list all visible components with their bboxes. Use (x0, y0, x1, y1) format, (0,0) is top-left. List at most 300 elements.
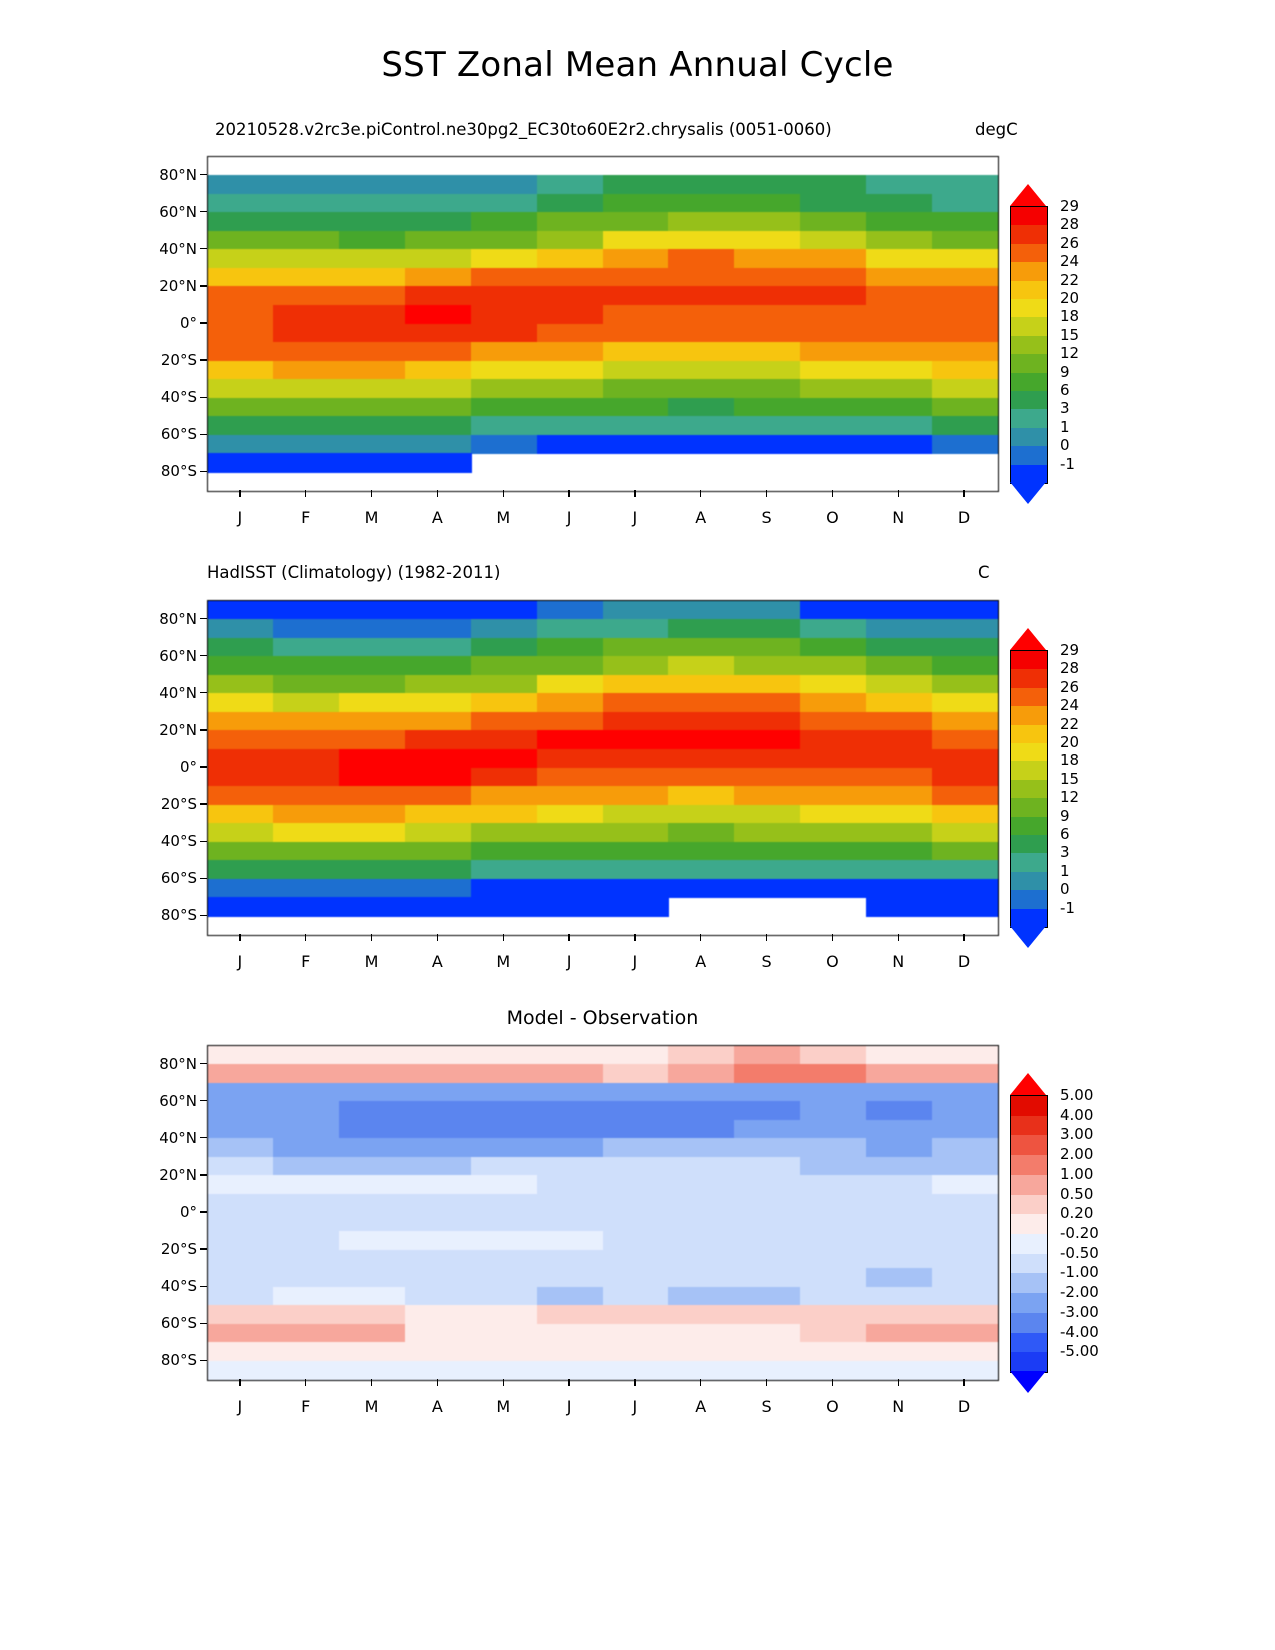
heatmap-cell (208, 342, 275, 362)
heatmap-cell (537, 1361, 604, 1381)
colorbar-tick-label: 3.00 (1060, 1125, 1094, 1144)
colorbar-tick-label: 20 (1060, 289, 1080, 307)
heatmap-cell (603, 1175, 670, 1195)
y-axis-tick-label: 40°S (160, 388, 197, 407)
heatmap-cell (339, 601, 406, 621)
heatmap-cell (471, 1324, 538, 1344)
heatmap-cell (734, 1231, 801, 1251)
heatmap-cell (339, 1250, 406, 1270)
heatmap-cell (273, 805, 340, 825)
heatmap-cell (866, 1064, 933, 1084)
colorbar-segment (1011, 761, 1047, 780)
heatmap-cell (471, 675, 538, 695)
heatmap-cell (471, 823, 538, 843)
heatmap-cell (471, 194, 538, 214)
heatmap-cell (273, 712, 340, 732)
heatmap-cell (405, 693, 472, 713)
heatmap-cell (537, 879, 604, 899)
colorbar-tick-label: -1 (1060, 454, 1075, 473)
heatmap-cell (405, 435, 472, 455)
heatmap-cell (800, 324, 867, 344)
x-axis-tick-label: M (364, 1397, 379, 1416)
heatmap-cell (537, 194, 604, 214)
heatmap-cell (734, 324, 801, 344)
x-axis-tick (239, 934, 240, 941)
heatmap-cell (339, 361, 406, 381)
heatmap-cell (800, 435, 867, 455)
heatmap-cell (932, 638, 999, 658)
colorbar-segment (1011, 651, 1047, 670)
heatmap-cell (932, 398, 999, 418)
heatmap-cell (273, 675, 340, 695)
heatmap-cell (800, 194, 867, 214)
heatmap-cell (339, 1287, 406, 1307)
heatmap-cell (932, 1231, 999, 1251)
heatmap-cell (932, 379, 999, 399)
heatmap-cell (603, 675, 670, 695)
heatmap-cell (405, 656, 472, 676)
y-axis-tick-label: 20°N (159, 276, 197, 295)
y-axis-tick (200, 1063, 207, 1064)
x-axis-tick-label: A (695, 508, 707, 527)
heatmap-cell (537, 1342, 604, 1362)
heatmap-cell (668, 1268, 735, 1288)
x-axis-tick-label: D (957, 1397, 971, 1416)
heatmap-cell (273, 656, 340, 676)
heatmap-cell (273, 1324, 340, 1344)
heatmap-cell (471, 1194, 538, 1214)
heatmap-cell (603, 324, 670, 344)
heatmap-cell (405, 1250, 472, 1270)
heatmap-cell (471, 1157, 538, 1177)
y-axis-tick-label: 40°N (159, 683, 197, 702)
heatmap-cell (273, 249, 340, 269)
heatmap-cell (734, 693, 801, 713)
heatmap-cell (734, 768, 801, 788)
colorbar-model[interactable] (1010, 184, 1250, 504)
heatmap-cell (866, 1342, 933, 1362)
y-axis-tick (200, 878, 207, 879)
heatmap-cell (537, 416, 604, 436)
heatmap-cell (208, 1213, 275, 1233)
heatmap-cell (668, 1064, 735, 1084)
heatmap-cell (537, 1213, 604, 1233)
heatmap-cell (866, 1231, 933, 1251)
heatmap-cell (866, 786, 933, 806)
heatmap-cell (932, 194, 999, 214)
heatmap-cell (471, 1305, 538, 1325)
colorbar-segment (1011, 872, 1047, 891)
heatmap-cell (339, 693, 406, 713)
heatmap-cell (405, 1046, 472, 1066)
heatmap-cell (866, 749, 933, 769)
y-axis-tick (200, 285, 207, 286)
heatmap-cell (208, 175, 275, 195)
y-axis-tick (200, 434, 207, 435)
colorbar-segment (1011, 1175, 1047, 1195)
heatmap-difference[interactable] (207, 1045, 999, 1381)
x-axis-tick-label: J (237, 952, 243, 971)
heatmap-cell (537, 342, 604, 362)
heatmap-cell (471, 656, 538, 676)
heatmap-cell (273, 897, 340, 917)
heatmap-cell (734, 1213, 801, 1233)
heatmap-cell (405, 823, 472, 843)
heatmap-cell (668, 249, 735, 269)
heatmap-cell (208, 619, 275, 639)
y-axis-tick (200, 1248, 207, 1249)
heatmap-cell (932, 249, 999, 269)
heatmap-cell (800, 619, 867, 639)
heatmap-cell (537, 286, 604, 306)
x-axis-tick-label: M (496, 508, 511, 527)
heatmap-cell (734, 305, 801, 325)
heatmap-cell (866, 1138, 933, 1158)
heatmap-cell (405, 730, 472, 750)
heatmap-cell (339, 1361, 406, 1381)
figure-title: SST Zonal Mean Annual Cycle (381, 45, 894, 85)
heatmap-cell (537, 1101, 604, 1121)
heatmap-cell (932, 1250, 999, 1270)
y-axis-tick-label: 80°S (160, 906, 197, 925)
panel-model-units: degC (975, 120, 1018, 139)
heatmap-cell (405, 638, 472, 658)
x-axis-tick-label: J (632, 1397, 638, 1416)
heatmap-cell (932, 286, 999, 306)
heatmap-cell (866, 1324, 933, 1344)
heatmap-cell (537, 1231, 604, 1251)
x-axis-tick (766, 490, 767, 497)
heatmap-cell (405, 786, 472, 806)
x-axis-tick-label: O (826, 952, 839, 971)
heatmap-cell (339, 1064, 406, 1084)
colorbar-observation[interactable] (1010, 628, 1250, 948)
heatmap-cell (603, 1046, 670, 1066)
x-axis-tick-label: J (237, 508, 243, 527)
colorbar-segment (1011, 391, 1047, 410)
heatmap-cell (800, 212, 867, 232)
heatmap-cell (339, 212, 406, 232)
heatmap-cell (471, 879, 538, 899)
heatmap-cell (339, 398, 406, 418)
heatmap-cell (800, 601, 867, 621)
heatmap-cell (800, 805, 867, 825)
heatmap-cell (471, 268, 538, 288)
heatmap-cell (800, 416, 867, 436)
heatmap-cell (208, 1194, 275, 1214)
heatmap-cell (800, 1101, 867, 1121)
heatmap-cell (537, 675, 604, 695)
heatmap-cell (800, 879, 867, 899)
heatmap-cell (603, 619, 670, 639)
y-axis-tick-label: 60°S (160, 425, 197, 444)
colorbar-difference[interactable] (1010, 1073, 1250, 1393)
heatmap-cell (668, 324, 735, 344)
colorbar-body (1010, 1095, 1048, 1373)
heatmap-cell (405, 453, 472, 473)
heatmap-cell (734, 1194, 801, 1214)
heatmap-cell (932, 1083, 999, 1103)
y-axis-tick (200, 655, 207, 656)
heatmap-cell (932, 1213, 999, 1233)
y-axis-tick-label: 20°S (160, 1240, 197, 1259)
heatmap-cell (339, 897, 406, 917)
colorbar-segment (1011, 336, 1047, 355)
heatmap-cell (208, 416, 275, 436)
heatmap-cell (932, 1305, 999, 1325)
heatmap-cell (866, 1120, 933, 1140)
colorbar-segment (1011, 706, 1047, 725)
heatmap-cell (603, 305, 670, 325)
heatmap-cell (339, 619, 406, 639)
heatmap-cell (273, 842, 340, 862)
x-axis-tick-label: A (431, 952, 443, 971)
heatmap-cell (471, 786, 538, 806)
x-axis-tick (963, 1379, 964, 1386)
heatmap-cell (339, 842, 406, 862)
heatmap-cell (405, 212, 472, 232)
x-axis-tick (568, 490, 569, 497)
x-axis-tick (832, 490, 833, 497)
heatmap-cell (471, 860, 538, 880)
heatmap-cell (866, 286, 933, 306)
heatmap-cell (668, 601, 735, 621)
heatmap-cell (339, 879, 406, 899)
heatmap-cell (208, 1083, 275, 1103)
heatmap-cell (668, 860, 735, 880)
heatmap-cell (932, 1120, 999, 1140)
heatmap-cell (537, 1046, 604, 1066)
colorbar-segment (1011, 1254, 1047, 1274)
heatmap-cell (932, 693, 999, 713)
x-axis-tick-label: J (566, 1397, 572, 1416)
heatmap-cell (603, 1268, 670, 1288)
heatmap-cell (339, 305, 406, 325)
heatmap-cell (273, 1305, 340, 1325)
heatmap-cell (273, 1231, 340, 1251)
heatmap-cell (405, 1213, 472, 1233)
x-axis-tick-label: J (566, 508, 572, 527)
heatmap-cell (668, 675, 735, 695)
heatmap-cell (603, 768, 670, 788)
x-axis-tick-label: N (892, 952, 905, 971)
x-axis-tick-label: D (957, 508, 971, 527)
heatmap-cell (734, 286, 801, 306)
heatmap-cell (273, 305, 340, 325)
heatmap-cell (537, 860, 604, 880)
heatmap-cell (603, 1083, 670, 1103)
heatmap-cell (603, 1250, 670, 1270)
colorbar-segment (1011, 409, 1047, 428)
colorbar-tick-label: 29 (1060, 641, 1080, 659)
heatmap-cell (471, 1268, 538, 1288)
heatmap-cell (273, 638, 340, 658)
heatmap-cell (668, 398, 735, 418)
heatmap-cell (866, 768, 933, 788)
heatmap-cell (471, 842, 538, 862)
colorbar-segment (1011, 1155, 1047, 1175)
heatmap-cell (800, 842, 867, 862)
heatmap-cell (668, 712, 735, 732)
heatmap-cell (734, 730, 801, 750)
heatmap-cell (273, 231, 340, 251)
colorbar-tick-label: 24 (1060, 252, 1080, 271)
colorbar-tick-label: 15 (1060, 325, 1080, 344)
heatmap-cell (668, 1175, 735, 1195)
heatmap-cell (405, 1064, 472, 1084)
x-axis-tick (963, 934, 964, 941)
colorbar-segment (1011, 446, 1047, 465)
heatmap-cell (932, 712, 999, 732)
heatmap-cell (734, 1138, 801, 1158)
heatmap-cell (537, 749, 604, 769)
y-axis-tick (200, 841, 207, 842)
heatmap-cell (273, 361, 340, 381)
heatmap-cell (339, 175, 406, 195)
heatmap-cell (405, 879, 472, 899)
heatmap-cell (603, 1361, 670, 1381)
heatmap-cell (800, 1138, 867, 1158)
heatmap-cell (668, 212, 735, 232)
heatmap-cell (405, 619, 472, 639)
heatmap-cell (537, 361, 604, 381)
heatmap-cell (866, 1213, 933, 1233)
heatmap-cell (208, 1250, 275, 1270)
heatmap-cell (339, 823, 406, 843)
y-axis-tick (200, 1100, 207, 1101)
y-axis-tick-label: 20°N (159, 720, 197, 739)
x-axis-tick (832, 934, 833, 941)
y-axis-tick-label: 80°S (160, 1351, 197, 1370)
heatmap-cell (273, 1287, 340, 1307)
heatmap-cell (932, 619, 999, 639)
heatmap-cell (734, 842, 801, 862)
heatmap-cell (603, 730, 670, 750)
heatmap-cell (866, 601, 933, 621)
heatmap-cell (603, 416, 670, 436)
heatmap-cell (603, 842, 670, 862)
heatmap-cell (339, 656, 406, 676)
heatmap-cell (273, 379, 340, 399)
heatmap-cell (866, 1101, 933, 1121)
x-axis-tick-label: J (237, 1397, 243, 1416)
y-axis-tick-label: 0° (179, 314, 197, 332)
heatmap-cell (471, 1138, 538, 1158)
heatmap-cell (208, 324, 275, 344)
heatmap-cell (866, 416, 933, 436)
heatmap-cell (668, 1324, 735, 1344)
heatmap-cell (537, 1287, 604, 1307)
x-axis-tick-label: M (364, 508, 379, 527)
heatmap-cell (273, 1157, 340, 1177)
heatmap-cell (668, 638, 735, 658)
colorbar-tick-label: 2.00 (1060, 1145, 1094, 1164)
heatmap-cell (866, 1361, 933, 1381)
colorbar-segment (1011, 299, 1047, 318)
heatmap-cell (537, 435, 604, 455)
heatmap-cell (405, 1138, 472, 1158)
heatmap-cell (800, 1083, 867, 1103)
heatmap-cell (471, 1046, 538, 1066)
heatmap-cell (339, 730, 406, 750)
colorbar-max-arrow (1010, 184, 1046, 206)
heatmap-model[interactable] (207, 156, 999, 492)
heatmap-cell (800, 1287, 867, 1307)
heatmap-cell (932, 1287, 999, 1307)
heatmap-cell (208, 194, 275, 214)
y-axis-tick-label: 60°S (160, 869, 197, 888)
heatmap-cell (734, 212, 801, 232)
colorbar-tick-label: 22 (1060, 270, 1080, 289)
colorbar-segment (1011, 1135, 1047, 1155)
y-axis-tick-label: 20°S (160, 795, 197, 814)
heatmap-cell (734, 1064, 801, 1084)
heatmap-cell (537, 1083, 604, 1103)
heatmap-cell (734, 1361, 801, 1381)
colorbar-segment (1011, 909, 1047, 928)
heatmap-cell (537, 1120, 604, 1140)
heatmap-cell (339, 1083, 406, 1103)
heatmap-cell (471, 379, 538, 399)
colorbar-tick-label: 1 (1060, 861, 1070, 880)
heatmap-cell (734, 1268, 801, 1288)
x-axis-tick (503, 490, 504, 497)
heatmap-cell (537, 324, 604, 344)
heatmap-cell (734, 1287, 801, 1307)
heatmap-cell (668, 361, 735, 381)
heatmap-cell (668, 286, 735, 306)
heatmap-cell (866, 361, 933, 381)
heatmap-cell (668, 805, 735, 825)
colorbar-segment (1011, 669, 1047, 688)
y-axis-tick-label: 40°N (159, 239, 197, 258)
heatmap-cell (800, 379, 867, 399)
y-axis-tick-label: 40°S (160, 832, 197, 851)
heatmap-cell (932, 1064, 999, 1084)
heatmap-cell (471, 231, 538, 251)
heatmap-cell (471, 749, 538, 769)
heatmap-cell (208, 1231, 275, 1251)
heatmap-cell (339, 786, 406, 806)
x-axis-tick (766, 1379, 767, 1386)
heatmap-cell (339, 1268, 406, 1288)
colorbar-segment (1011, 373, 1047, 392)
heatmap-cell (932, 1138, 999, 1158)
heatmap-cell (734, 1324, 801, 1344)
heatmap-cell (537, 1268, 604, 1288)
heatmap-cell (800, 786, 867, 806)
heatmap-cell (932, 1361, 999, 1381)
x-axis-tick (437, 1379, 438, 1386)
y-axis-tick (200, 803, 207, 804)
heatmap-cell (932, 842, 999, 862)
x-axis-tick-label: A (431, 508, 443, 527)
heatmap-cell (339, 1324, 406, 1344)
colorbar-segment (1011, 317, 1047, 336)
heatmap-cell (668, 1213, 735, 1233)
heatmap-cell (668, 786, 735, 806)
heatmap-cell (471, 1213, 538, 1233)
heatmap-cell (932, 175, 999, 195)
heatmap-cell (603, 1157, 670, 1177)
y-axis-tick (200, 471, 207, 472)
heatmap-cell (339, 268, 406, 288)
heatmap-cell (734, 1305, 801, 1325)
heatmap-cell (405, 268, 472, 288)
x-axis-tick-label: N (892, 508, 905, 527)
x-axis-tick (239, 490, 240, 497)
heatmap-observation[interactable] (207, 600, 999, 936)
